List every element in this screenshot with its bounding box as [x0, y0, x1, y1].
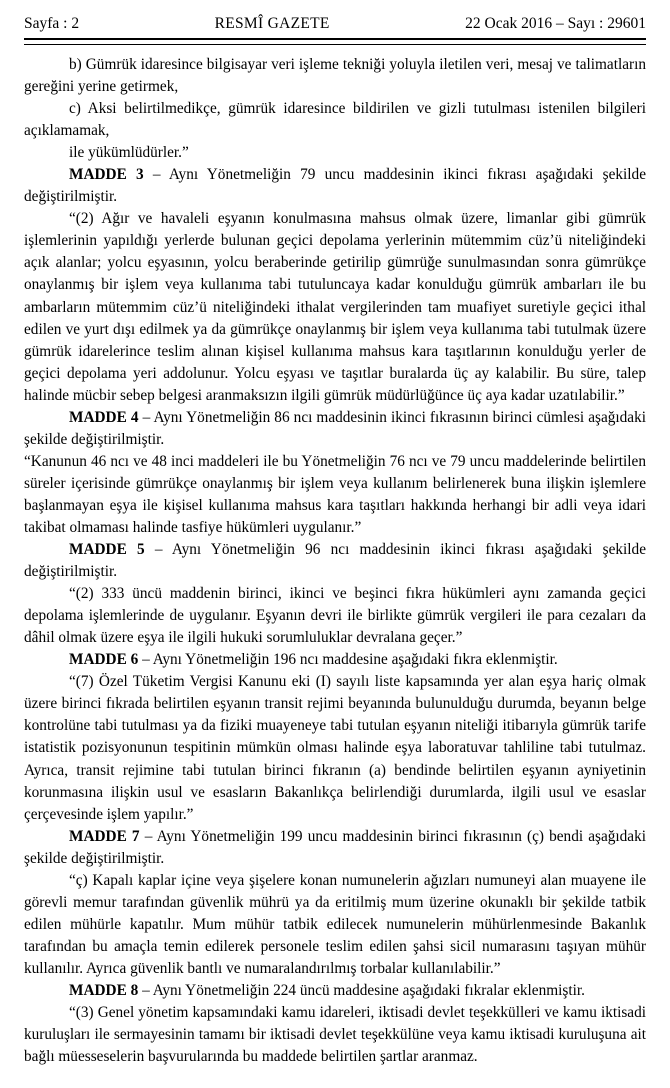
- paragraph-text: Aynı Yönetmeliğin 79 uncu maddesinin ikinci fıkrası aşağıdaki şekilde değiştirilmiştir.: [24, 166, 646, 206]
- article-label-separator: –: [138, 408, 154, 426]
- paragraph-text: Aynı Yönetmeliğin 199 uncu maddesinin birinci fıkrasının (ç) bendi aşağıdaki şekilde değiştirilmiştir.: [24, 827, 646, 867]
- document-body: [24, 45, 646, 1068]
- paragraph-clause-b: [24, 54, 646, 98]
- article-label: MADDE 8: [69, 981, 139, 999]
- article-label: MADDE 5: [69, 541, 145, 559]
- running-head: [24, 0, 646, 34]
- page-number-label: Sayfa : 2: [24, 15, 80, 32]
- paragraph-text: “ç) Kapalı kaplar içine veya şişelere konan numunelerin ağızları numuneyi alan muayene ile görevli memur tarafından güvenlik mührü ya da eritilmiş mum üzerine okunaklı bir şekilde tatbik edilen mühürle kapatılır. Mum mühür tatbik edilecek numunelerin mühürlenmesinde Bakanlık tarafından bu amaçla temin edilerek personele teslim edilen şahsi sicil numarasını taşıyan mühür kullanılır. Ayrıca güvenlik bantlı ve numaralandırılmış torbalar kullanılabilir.”: [24, 871, 646, 977]
- paragraph-madde-3: [24, 164, 646, 208]
- paragraph-madde-6: [24, 649, 646, 671]
- article-label: MADDE 7: [69, 827, 140, 845]
- paragraph-madde-8: [24, 980, 646, 1002]
- paragraph-text: Aynı Yönetmeliğin 224 üncü maddesine aşağıdaki fıkralar eklenmiştir.: [152, 981, 585, 999]
- paragraph-text: “(3) Genel yönetim kapsamındaki kamu idareleri, iktisadi devlet teşekkülleri ve kamu iktisadi kuruluşları ile sermayesinin tamamı bir iktisadi devlet teşekkülüne veya kamu iktisadi kuruluşuna ait bağlı müesseselerin başvurularında bu maddede belirtilen şartlar aranmaz.: [24, 1004, 646, 1066]
- paragraph-madde-6-quote: [24, 671, 646, 825]
- paragraph-madde-8-quote: [24, 1002, 646, 1068]
- paragraph-clause-c: [24, 98, 646, 142]
- issue-date-and-number: 22 Ocak 2016 – Sayı : 29601: [465, 15, 646, 32]
- article-label: MADDE 4: [69, 408, 139, 426]
- paragraph-madde-4-quote: [24, 451, 646, 539]
- paragraph-clause-closing: [24, 142, 646, 164]
- paragraph-text: Aynı Yönetmeliğin 96 ncı maddesinin ikinci fıkrası aşağıdaki şekilde değiştirilmiştir.: [24, 541, 646, 581]
- paragraph-text: “(7) Özel Tüketim Vergisi Kanunu eki (I) sayılı liste kapsamında yer alan eşya hariç olmak üzere birinci fıkrada belirtilen eşyanın transit rejimi beyanında bulunulduğu durumda, beyanın belge kontrolüne tabi tutulması ya da fiziki muayeneye tabi tutulan eşyanın niteliği itibarıyla gümrük tarife istatistik pozisyonunun tespitinin mümkün olması halinde eşya laboratuvar tahliline tabi tutulmaz. Ayrıca, transit rejimine tabi tutulan birinci fıkranın (a) bendinde belirtilen eşyanın ayniyetinin korunmasına ilişkin usul ve esasların Bakanlıkça belirlendiği durumlarda, ilgili usul ve esaslar çerçevesinde işlem yapılır.”: [24, 673, 646, 823]
- paragraph-madde-7-quote: [24, 870, 646, 980]
- header-divider-rule: [24, 38, 646, 45]
- paragraph-text: b) Gümrük idaresince bilgisayar veri işleme tekniği yoluyla iletilen veri, mesaj ve talimatların gereğini yerine getirmek,: [24, 56, 646, 96]
- paragraph-text: c) Aksi belirtilmedikçe, gümrük idaresince bildirilen ve gizli tutulması istenilen bilgileri açıklamamak,: [24, 100, 646, 140]
- paragraph-text: ile yükümlüdürler.”: [69, 144, 189, 162]
- paragraph-madde-5: [24, 539, 646, 583]
- paragraph-madde-5-quote: [24, 583, 646, 649]
- paragraph-madde-7: [24, 826, 646, 870]
- article-label: MADDE 3: [69, 166, 144, 184]
- paragraph-text: Aynı Yönetmeliğin 196 ncı maddesine aşağıdaki fıkra eklenmiştir.: [152, 651, 558, 669]
- paragraph-madde-4: [24, 407, 646, 451]
- paragraph-text: Aynı Yönetmeliğin 86 ncı maddesinin ikinci fıkrasının birinci cümlesi aşağıdaki şekilde değiştirilmiştir.: [24, 408, 646, 448]
- paragraph-madde-3-quote: [24, 208, 646, 406]
- article-label-separator: –: [143, 166, 169, 184]
- paragraph-text: “(2) Ağır ve havaleli eşyanın konulmasına mahsus olmak üzere, limanlar gibi gümrük işlemlerinin yapıldığı yerlerde bulunan geçici depolama yerlerinin mütemmim cüz’ü niteliğindeki açık alanlar; yolcu eşyasının, yolcu beraberinde getirilip gümrüğe sunulmasından sonra gümrükçe onaylanmış bir işlem veya kullanıma tabi tutuluncaya kadar konulduğu gümrük ambarları ile bu ambarların mütemmim cüz’ü niteliğindeki ithalat vergilerinden tam muafiyet suretiyle geçici ithal edilen ve yurt dışı edilmek ya da gümrükçe onaylanmış bir işlem veya kullanıma tabi tutulmak üzere gümrük idarelerince teslim alınan kişisel kullanıma mahsus kara taşıtlarının konulduğu yerler de geçici depolama yeri addolunur. Yolcu eşyası ve taşıtlar buralarda üç ay kalabilir. Bu süre, talep halinde mücbir sebep belgesi aranmaksızın ilgili gümrük müdürlüğünce üç aya kadar uzatılabilir.”: [24, 210, 646, 404]
- paragraph-text: “(2) 333 üncü maddenin birinci, ikinci ve beşinci fıkra hükümleri aynı zamanda geçici depolama işlemlerinde de uygulanır. Eşyanın devri ile birlikte gümrük vergileri ile para cezaları da dâhil olmak üzere eşya ile ilgili hukuki sorumluluklar devralana geçer.”: [24, 585, 646, 647]
- article-label-separator: –: [139, 827, 157, 845]
- article-label: MADDE 6: [69, 651, 139, 669]
- publication-title: RESMÎ GAZETE: [214, 15, 330, 32]
- paragraph-text: “Kanunun 46 ncı ve 48 inci maddeleri ile bu Yönetmeliğin 76 ncı ve 79 uncu maddelerinde belirtilen süreler içerisinde gümrükçe onaylanmış bir işlem veya kullanım belirlenerek buna ilişkin işlemlere başlanmayan eşya ile kişisel kullanıma mahsus kara taşıtları hakkında herhangi bir adli veya idari takibat olmaması halinde tasfiye hükümleri uygulanır.”: [24, 452, 646, 536]
- article-label-separator: –: [144, 541, 172, 559]
- article-label-separator: –: [138, 651, 153, 669]
- article-label-separator: –: [138, 981, 153, 999]
